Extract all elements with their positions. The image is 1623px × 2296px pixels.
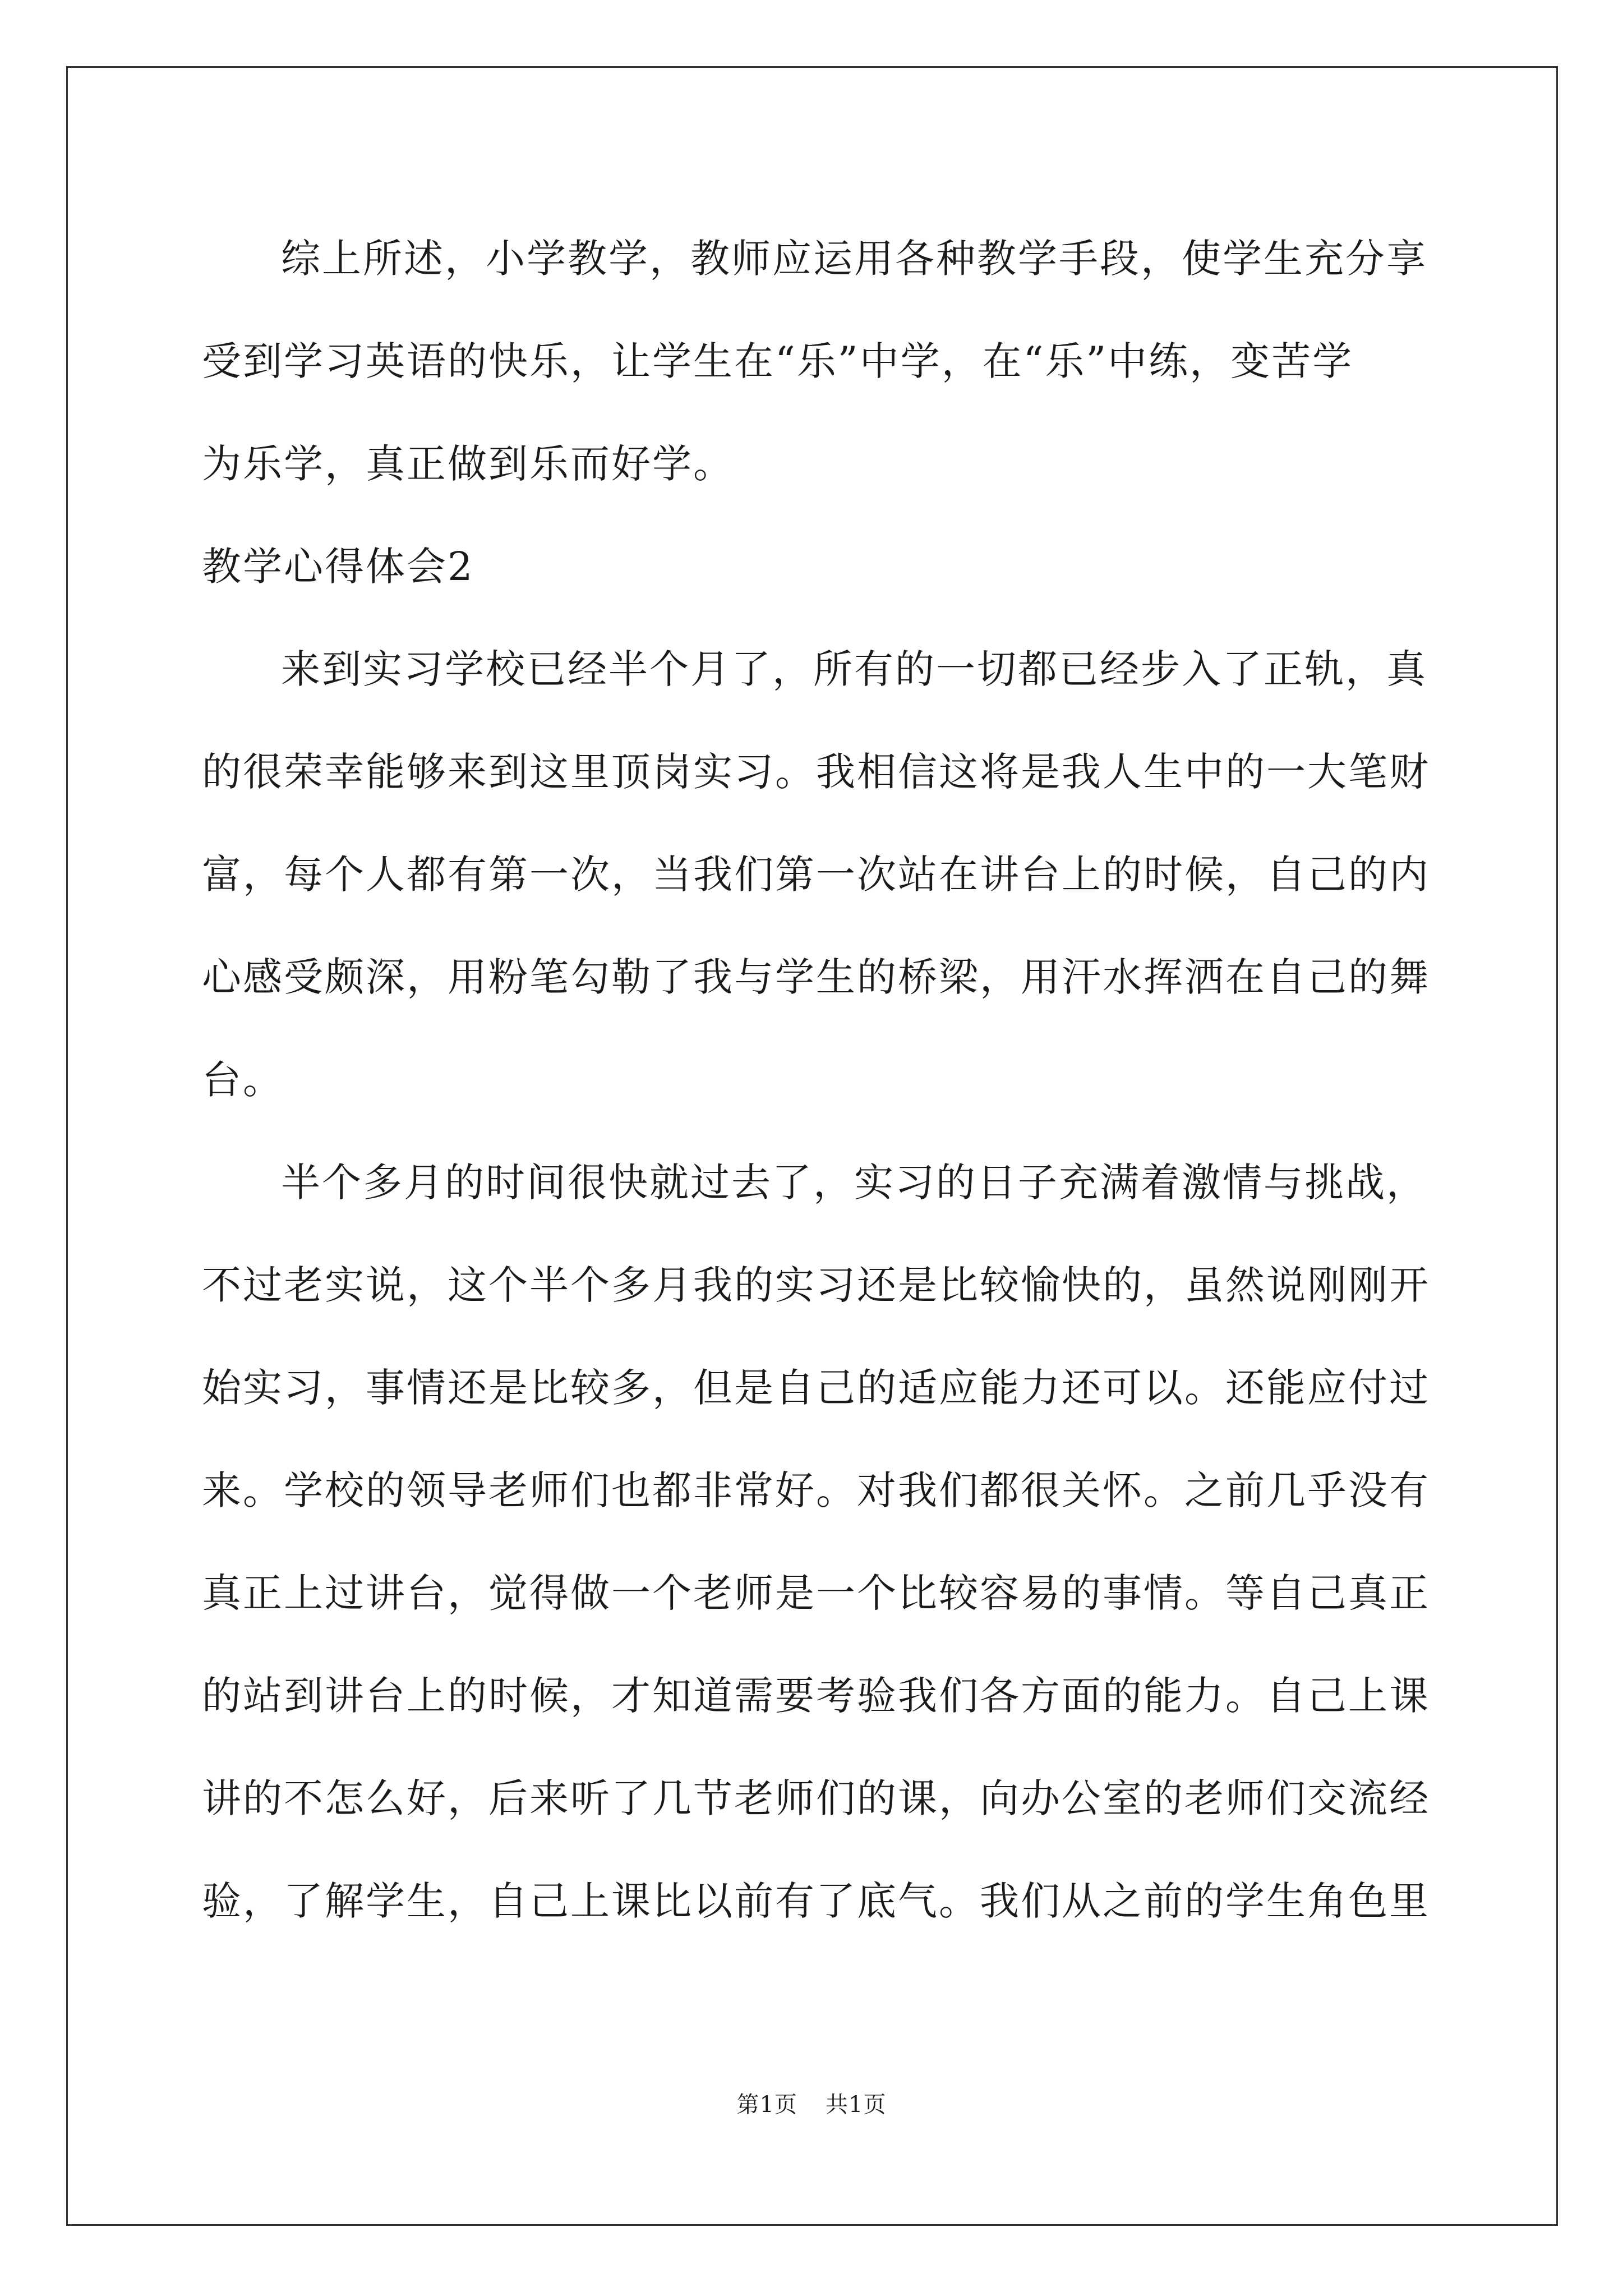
paragraph-line: 来到实习学校已经半个月了，所有的一切都已经步入了正轨，真 [281,646,1427,692]
document-body [202,208,1430,1953]
paragraph-line: 心感受颇深，用粉笔勾勒了我与学生的桥梁，用汗水挥洒在自己的舞 [202,954,1430,1000]
paragraph-line: 半个多月的时间很快就过去了，实习的日子充满着激情与挑战， [281,1159,1427,1205]
paragraph-line: 始实习，事情还是比较多，但是自己的适应能力还可以。还能应付过 [202,1365,1430,1411]
paragraph-line: 为乐学，真正做到乐而好学。 [202,441,734,487]
paragraph-line: 综上所述，小学教学，教师应运用各种教学手段，使学生充分享 [281,236,1427,282]
paragraph-line: 来。学校的领导老师们也都非常好。对我们都很关怀。之前几乎没有 [202,1467,1430,1513]
paragraph-line: 真正上过讲台，觉得做一个老师是一个比较容易的事情。等自己真正 [202,1570,1430,1616]
section-heading: 教学心得体会2 [202,544,474,590]
page-total: 共1页 [826,2092,887,2118]
paragraph-line: 受到学习英语的快乐，让学生在“乐”中学，在“乐”中练，变苦学 [202,338,1354,384]
paragraph-line: 验，了解学生，自己上课比以前有了底气。我们从之前的学生角色里 [202,1878,1430,1924]
paragraph-line: 不过老实说，这个半个多月我的实习还是比较愉快的，虽然说刚刚开 [202,1262,1430,1308]
paragraph-line: 的很荣幸能够来到这里顶岗实习。我相信这将是我人生中的一大笔财 [202,749,1430,795]
page-footer [0,2087,1623,2119]
paragraph-line: 讲的不怎么好，后来听了几节老师们的课，向办公室的老师们交流经 [202,1775,1430,1821]
page-number: 第1页 [736,2092,797,2118]
paragraph-line: 的站到讲台上的时候，才知道需要考验我们各方面的能力。自己上课 [202,1673,1430,1719]
paragraph-line: 台。 [202,1057,284,1103]
paragraph-line: 富，每个人都有第一次，当我们第一次站在讲台上的时候，自己的内 [202,852,1430,898]
